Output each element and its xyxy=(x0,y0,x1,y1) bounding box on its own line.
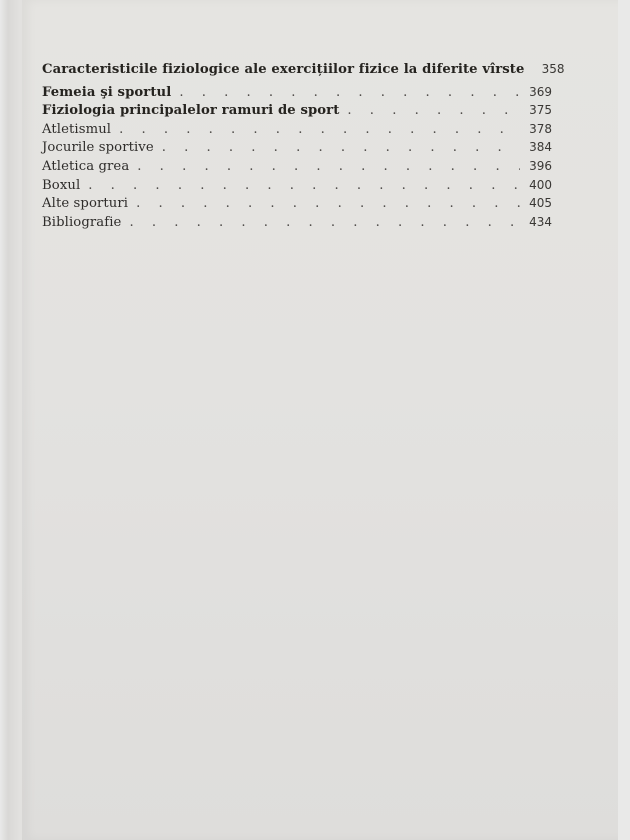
toc-entry xyxy=(42,122,552,141)
dot-leader xyxy=(129,215,520,230)
toc-entry-title: Bibliografie xyxy=(42,214,122,230)
toc-entry-page: 434 xyxy=(529,214,552,229)
toc-entry xyxy=(42,140,552,159)
toc-entry-page: 375 xyxy=(529,103,552,118)
table-of-contents xyxy=(42,62,565,233)
dot-leader xyxy=(137,159,520,174)
toc-entry xyxy=(42,178,552,197)
toc-entry xyxy=(42,159,552,178)
toc-entry-title: Atletismul xyxy=(42,121,112,137)
toc-entry-page: 400 xyxy=(529,177,552,192)
dot-leader xyxy=(179,85,520,100)
toc-entry xyxy=(42,196,552,215)
toc-entry-title: Alte sporturi xyxy=(42,196,129,212)
toc-entry xyxy=(42,215,552,234)
toc-entry-title: Atletica grea xyxy=(42,158,130,174)
toc-entry-page: 369 xyxy=(529,84,552,99)
toc-entry-title: Jocurile sportive xyxy=(42,140,154,156)
page-edge xyxy=(618,0,630,840)
toc-entry-page: 405 xyxy=(529,196,552,211)
toc-entry-title: Caracteristicile fiziologice ale exercițiilor fizice la diferite vîrste xyxy=(42,62,525,77)
toc-entry-title: Boxul xyxy=(42,177,81,193)
dot-leader xyxy=(162,140,520,155)
toc-entry-page: 358 xyxy=(541,62,565,76)
toc-entry-page: 396 xyxy=(529,158,552,173)
toc-entry-page: 384 xyxy=(529,140,552,155)
toc-entry xyxy=(42,103,552,122)
toc-entry xyxy=(42,85,552,104)
dot-leader xyxy=(136,196,520,211)
toc-entry xyxy=(42,62,565,81)
toc-entry-page: 378 xyxy=(529,121,552,136)
toc-entry-title: Femeia şi sportul xyxy=(42,84,172,100)
dot-leader xyxy=(347,103,520,118)
dot-leader xyxy=(119,122,520,137)
dot-leader xyxy=(88,178,520,193)
toc-entry-title: Fiziologia principalelor ramuri de sport xyxy=(42,103,340,119)
